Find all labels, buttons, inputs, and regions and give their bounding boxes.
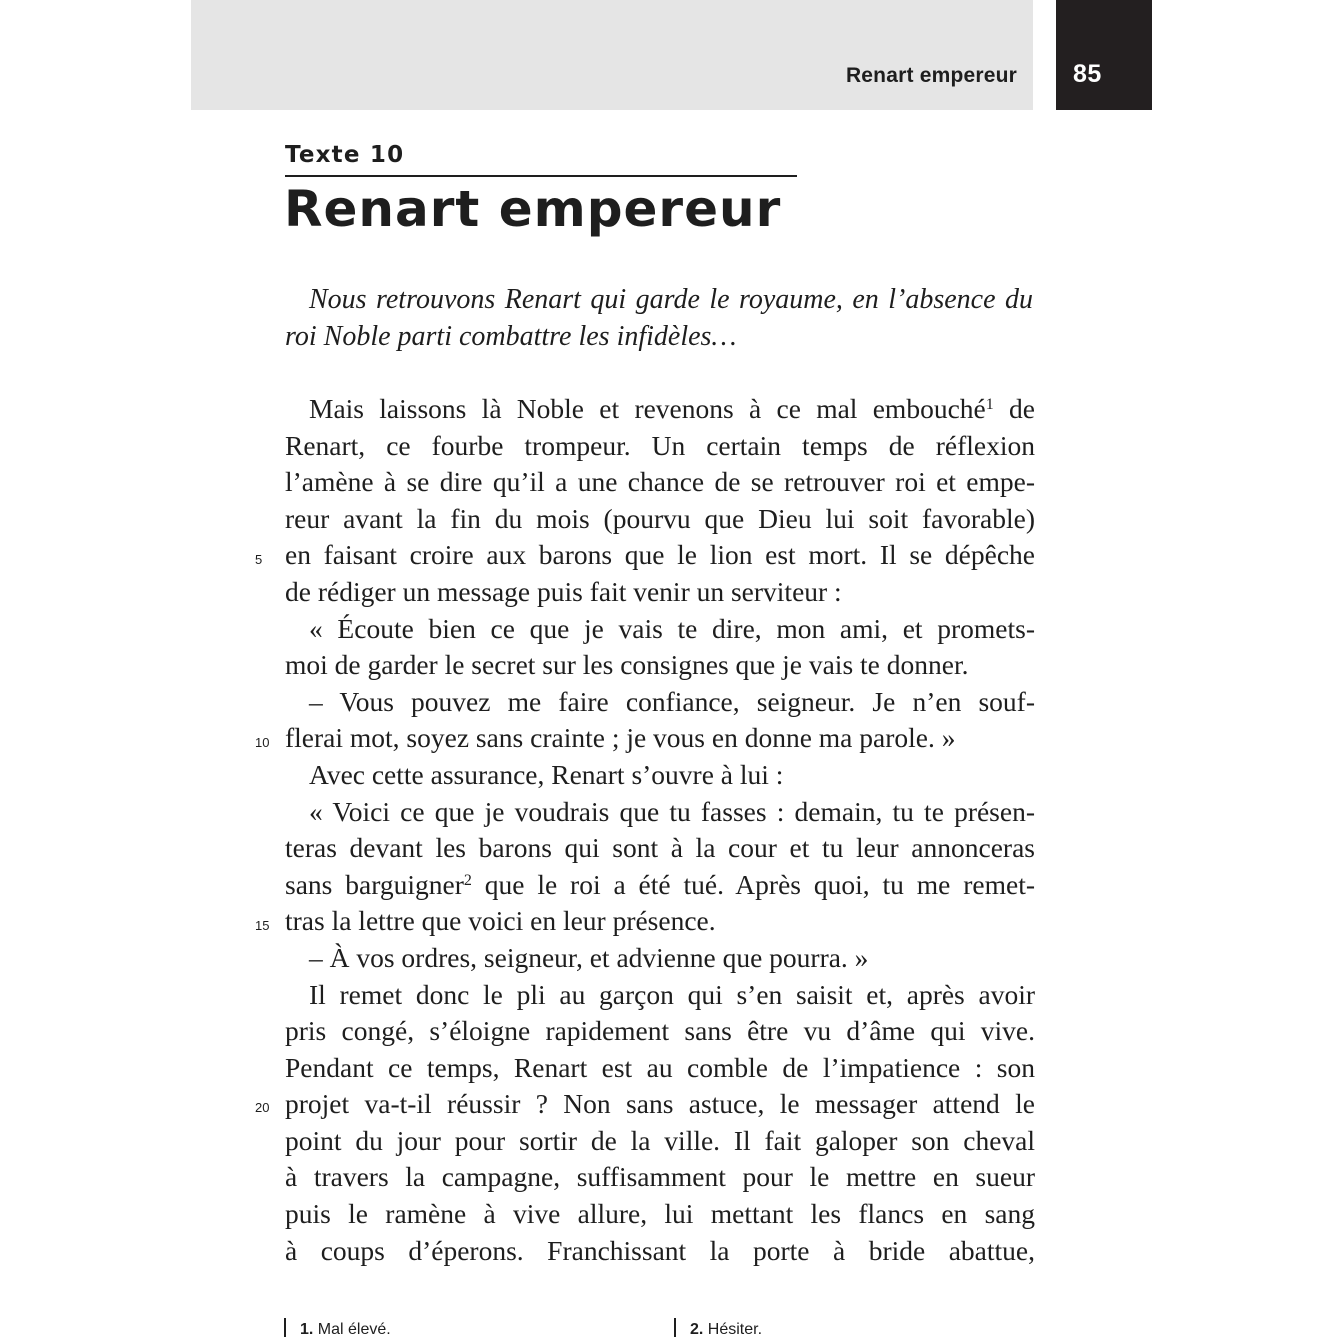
chapter-label: Texte 10 (285, 142, 405, 168)
footnote-1 (284, 1318, 391, 1339)
text-line: reur avant la fin du mois (pourvu que Dieu lui soit favorable) (285, 502, 1035, 534)
text-line: – Vous pouvez me faire confiance, seigneur. Je n’en souf- (309, 685, 1035, 717)
text-line: sans barguigner$^2$ que le roi a été tué. Après quoi, tu me remet- (285, 868, 1035, 900)
footnote-bar (284, 1318, 286, 1337)
footnote-bar (674, 1318, 676, 1337)
text-line: à coups d’éperons. Franchissant la porte à bride abattue, (285, 1234, 1035, 1266)
running-header (191, 0, 1033, 110)
text-line: – À vos ordres, seigneur, et advienne que pourra. » (309, 941, 869, 973)
line-number: 20 (255, 1100, 270, 1115)
text-line: pris congé, s’éloigne rapidement sans être vu d’âme qui vive. (285, 1015, 1035, 1047)
page-number-box (1056, 0, 1152, 110)
line-number: 10 (255, 735, 270, 750)
text-line: Avec cette assurance, Renart s’ouvre à lui : (309, 758, 784, 790)
footnote-number: 2. (690, 1321, 704, 1338)
text-line: Renart, ce fourbe trompeur. Un certain temps de réflexion (285, 429, 1035, 461)
text-line: « Écoute bien ce que je vais te dire, mon ami, et promets- (309, 612, 1035, 644)
text-line: teras devant les barons qui sont à la cour et tu leur annonceras (285, 832, 1035, 864)
page-number: 85 (1073, 60, 1102, 88)
footnote-number: 1. (300, 1321, 314, 1338)
text-line: projet va-t-il réussir ? Non sans astuce, le messager attend le (285, 1088, 1035, 1120)
footnote-mark: 2 (463, 871, 472, 889)
text-line: en faisant croire aux barons que le lion est mort. Il se dépêche (285, 539, 1035, 571)
chapter-title: Renart empereur (284, 180, 782, 238)
text-line: à travers la campagne, suffisamment pour le mettre en sueur (285, 1161, 1035, 1193)
footnote-text: Mal élevé. (317, 1321, 391, 1338)
line-number: 5 (255, 552, 263, 567)
text-line: flerai mot, soyez sans crainte ; je vous en donne ma parole. » (285, 722, 956, 754)
footnote-mark: 1 (985, 396, 994, 413)
footnote-text: Hésiter. (707, 1321, 763, 1338)
line-number: 15 (255, 918, 270, 933)
text-line: Pendant ce temps, Renart est au comble de l’impatience : son (285, 1051, 1035, 1083)
intro-text: Nous retrouvons Renart qui garde le royaume, en l’absence du roi Noble parti combattre les infidèles… (285, 284, 1033, 352)
body-text (285, 391, 1035, 1269)
text-line: de rédiger un message puis fait venir un serviteur : (285, 575, 842, 607)
footnote-2 (674, 1318, 762, 1339)
intro-paragraph (285, 281, 1033, 355)
chapter-rule (285, 175, 797, 177)
text-line: puis le ramène à vive allure, lui mettant les flancs en sang (285, 1198, 1035, 1230)
text-line: Mais laissons là Noble et revenons à ce mal embouché$^1$ de (309, 393, 1035, 424)
text-line: l’amène à se dire qu’il a une chance de se retrouver roi et empe- (285, 466, 1035, 498)
text-line: moi de garder le secret sur les consignes que je vais te donner. (285, 649, 969, 681)
text-line: Il remet donc le pli au garçon qui s’en saisit et, après avoir (309, 978, 1035, 1010)
text-line: tras la lettre que voici en leur présence. (285, 905, 716, 937)
text-line: point du jour pour sortir de la ville. Il fait galoper son cheval (285, 1124, 1035, 1156)
running-title: Renart empereur (845, 64, 1017, 87)
text-line: « Voici ce que je voudrais que tu fasses : demain, tu te présen- (309, 795, 1035, 827)
